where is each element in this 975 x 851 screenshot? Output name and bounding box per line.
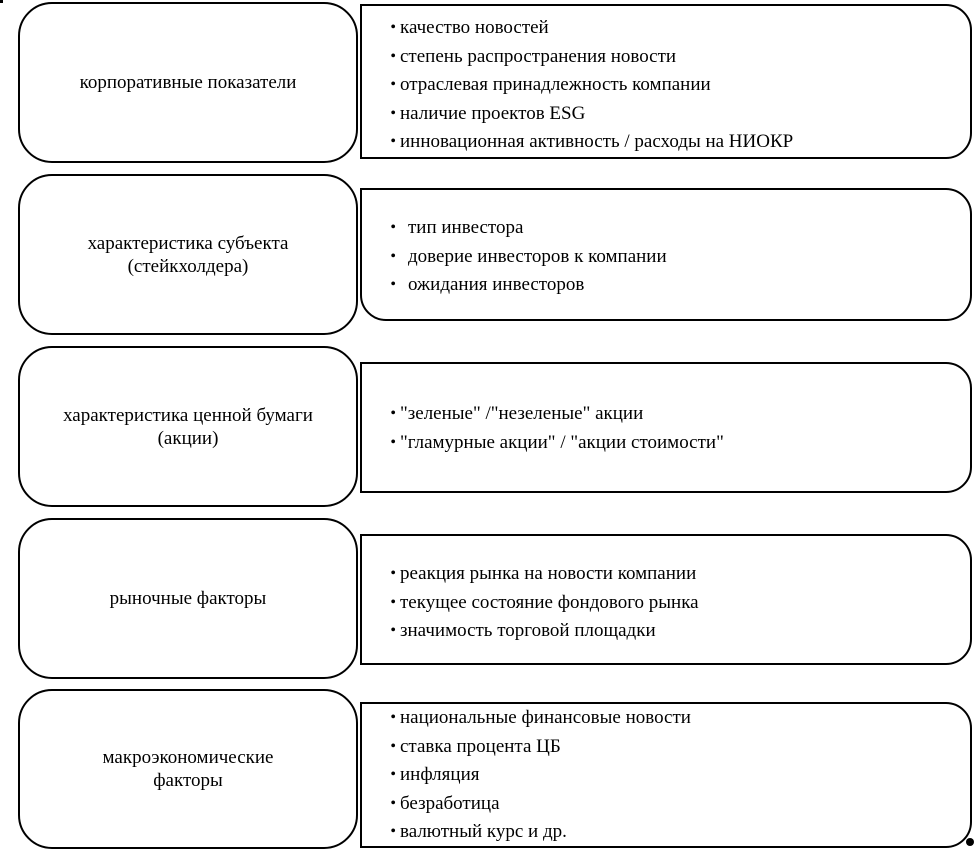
category-box-security: [18, 346, 358, 507]
factor-item: • валютный курс и др.: [362, 818, 970, 847]
factor-item: • наличие проектов ESG: [362, 100, 970, 129]
factor-item: • текущее состояние фондового рынка: [362, 589, 970, 618]
bullet-dot-icon: [966, 838, 974, 846]
factor-list: [362, 704, 970, 847]
detail-box-stakeholder: [360, 188, 972, 321]
category-box-macro: [18, 689, 358, 849]
factor-list: [362, 214, 970, 300]
category-label: рыночные факторы: [109, 588, 267, 609]
factor-item: • доверие инвесторов к компании: [362, 243, 970, 272]
factor-item: • значимость торговой площадки: [362, 617, 970, 646]
factor-item: • реакция рынка на новости компании: [362, 560, 970, 589]
factor-item: • степень распространения новости: [362, 43, 970, 72]
factor-list: [362, 400, 970, 457]
category-label: характеристика ценной бумаги (акции): [63, 404, 313, 449]
detail-box-market: [360, 534, 972, 665]
corner-mark: [0, 0, 3, 3]
factor-item: • национальные финансовые новости: [362, 704, 970, 733]
factor-item: • "гламурные акции" / "акции стоимости": [362, 429, 970, 458]
detail-box-security: [360, 362, 972, 493]
factor-item: • безработица: [362, 790, 970, 819]
factor-item: • ожидания инвесторов: [362, 271, 970, 300]
factor-item: • инфляция: [362, 761, 970, 790]
detail-box-macro: [360, 702, 972, 848]
factor-item: • инновационная активность / расходы на НИОКР: [362, 128, 970, 157]
factor-item: • тип инвестора: [362, 214, 970, 243]
category-box-corporate: [18, 2, 358, 163]
category-label: корпоративные показатели: [79, 72, 297, 93]
factor-item: • ставка процента ЦБ: [362, 733, 970, 762]
factor-item: • отраслевая принадлежность компании: [362, 71, 970, 100]
factor-item: • "зеленые" /"незеленые" акции: [362, 400, 970, 429]
factor-list: [362, 14, 970, 157]
category-label: характеристика субъекта (стейкхолдера): [87, 232, 289, 277]
factor-item: • качество новостей: [362, 14, 970, 43]
category-box-stakeholder: [18, 174, 358, 335]
category-box-market: [18, 518, 358, 679]
factor-list: [362, 560, 970, 646]
detail-box-corporate: [360, 4, 972, 159]
category-label: макроэкономические факторы: [102, 747, 274, 791]
